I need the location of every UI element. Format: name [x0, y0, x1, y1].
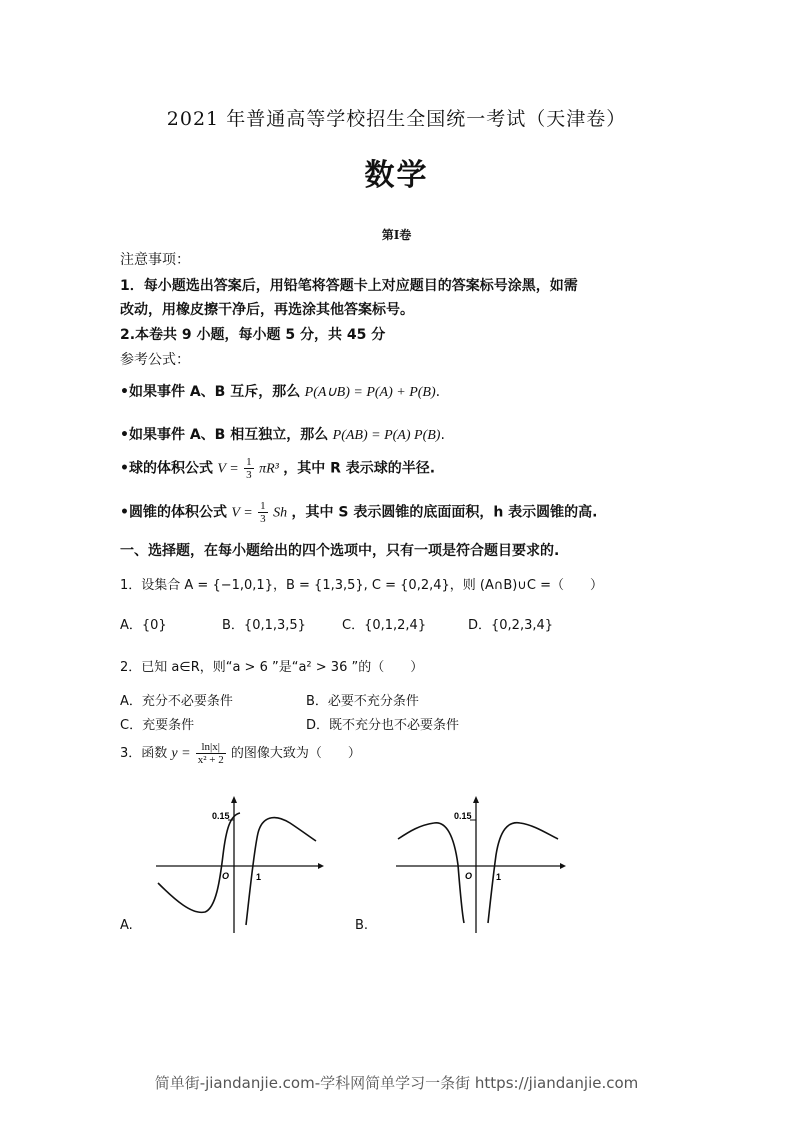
question-1-option-b[interactable]: B．{0,1,3,5} — [222, 618, 306, 633]
notes-heading: 注意事项： — [120, 252, 190, 268]
formula-cone-volume — [120, 500, 598, 525]
subject-title: 数学 — [364, 158, 429, 193]
formula-sphere-fraction — [244, 456, 254, 481]
question-2-option-c[interactable]: C．充要条件 — [120, 718, 195, 733]
graph-a-y-arrow — [231, 796, 237, 803]
graph-b[interactable] — [390, 795, 570, 935]
note-item-2: 2.本卷共 9 小题，每小题 5 分，共 45 分 — [120, 327, 386, 343]
graph-a-curve-left — [158, 813, 240, 912]
exam-title: 2021 年普通高等学校招生全国统一考试（天津卷） — [166, 108, 627, 130]
graph-b-x-arrow — [560, 863, 566, 869]
note-item-1-line1: 1．每小题选出答案后，用铅笔将答题卡上对应题目的答案标号涂黑，如需 — [120, 278, 578, 294]
graph-a-xtick-label: 1 — [256, 872, 262, 882]
formula-sphere-denominator: 3 — [246, 469, 252, 481]
formula-cone-post: ，其中 S 表示圆锥的底面面积，h 表示圆锥的高. — [291, 504, 598, 521]
question-3-stem-post: 的图像大致为（ ） — [230, 746, 361, 761]
formula-sphere-rhs: πR³ — [259, 461, 279, 477]
graph-a[interactable] — [150, 795, 330, 935]
formula-sphere-volume — [120, 456, 435, 481]
graph-b-y-arrow — [473, 796, 479, 803]
question-3-option-a-label[interactable]: A. — [120, 918, 133, 933]
question-3-numerator: ln|x| — [196, 741, 226, 754]
formula-cone-fraction — [258, 500, 268, 525]
footer-watermark: 简单街-jiandanjie.com-学科网简单学习一条街 https://jiandanjie.com — [154, 1074, 639, 1092]
section-heading: 一、选择题，在每小题给出的四个选项中，只有一项是符合题目要求的. — [120, 543, 560, 559]
formula-cone-rhs: Sh — [273, 505, 288, 521]
question-3-stem-pre: 3．函数 — [120, 746, 168, 761]
question-3-lhs: y = — [171, 746, 191, 761]
graph-b-origin-label: O — [465, 871, 473, 881]
formula-exclusive-text: •如果事件 A、B 互斥，那么 — [120, 384, 301, 400]
note-item-1-line2: 改动，用橡皮擦干净后，再选涂其他答案标号。 — [120, 302, 414, 318]
graph-a-ytick-label: 0.15 — [212, 811, 230, 821]
graph-b-xtick-label: 1 — [496, 872, 502, 882]
question-3-option-b-label[interactable]: B. — [355, 918, 369, 933]
question-3-stem — [120, 741, 361, 766]
graph-b-curve-left — [398, 823, 464, 923]
formula-sphere-post: ，其中 R 表示球的半径. — [283, 460, 436, 477]
question-2-stem: 2．已知 a∈R，则“a > 6 ”是“a² > 36 ”的（ ） — [120, 660, 424, 675]
formula-cone-lhs: V = — [231, 505, 253, 521]
formula-cone-numerator: 1 — [260, 500, 266, 512]
formula-independent: •如果事件 A、B 相互独立，那么 P(AB) = P(A) P(B). — [120, 427, 445, 443]
formula-sphere-lhs: V = — [217, 461, 239, 477]
question-1-stem: 1．设集合 A = {−1,0,1}，B = {1,3,5}, C = {0,2,4}，则 (A∩B)∪C =（ ） — [120, 578, 603, 593]
formula-exclusive: •如果事件 A、B 互斥，那么 P(A∪B) = P(A) + P(B). — [120, 384, 441, 400]
graph-a-x-arrow — [318, 863, 324, 869]
question-1-option-a[interactable]: A．{0} — [120, 618, 167, 633]
formula-heading: 参考公式： — [120, 352, 190, 368]
formula-cone-pre: •圆锥的体积公式 — [120, 504, 227, 521]
graph-a-origin-label: O — [222, 871, 230, 881]
question-2-option-b[interactable]: B．必要不充分条件 — [306, 694, 419, 709]
question-2-option-d[interactable]: D．既不充分也不必要条件 — [306, 718, 460, 733]
question-3-denominator: x² + 2 — [197, 754, 224, 766]
graph-b-ytick-label: 0.15 — [454, 811, 472, 821]
formula-sphere-pre: •球的体积公式 — [120, 460, 213, 477]
formula-independent-math: P(AB) = P(A) P(B) — [332, 428, 441, 443]
formula-independent-text: •如果事件 A、B 相互独立，那么 — [120, 427, 329, 443]
question-1-option-c[interactable]: C．{0,1,2,4} — [342, 618, 427, 633]
formula-sphere-numerator: 1 — [246, 456, 252, 468]
formula-cone-denominator: 3 — [260, 513, 266, 525]
question-2-option-a[interactable]: A．充分不必要条件 — [120, 694, 233, 709]
question-1-option-d[interactable]: D．{0,2,3,4} — [468, 618, 554, 633]
volume-label: 第I卷 — [381, 228, 412, 242]
formula-exclusive-math: P(A∪B) = P(A) + P(B) — [304, 385, 436, 400]
question-3-fraction — [196, 741, 226, 766]
